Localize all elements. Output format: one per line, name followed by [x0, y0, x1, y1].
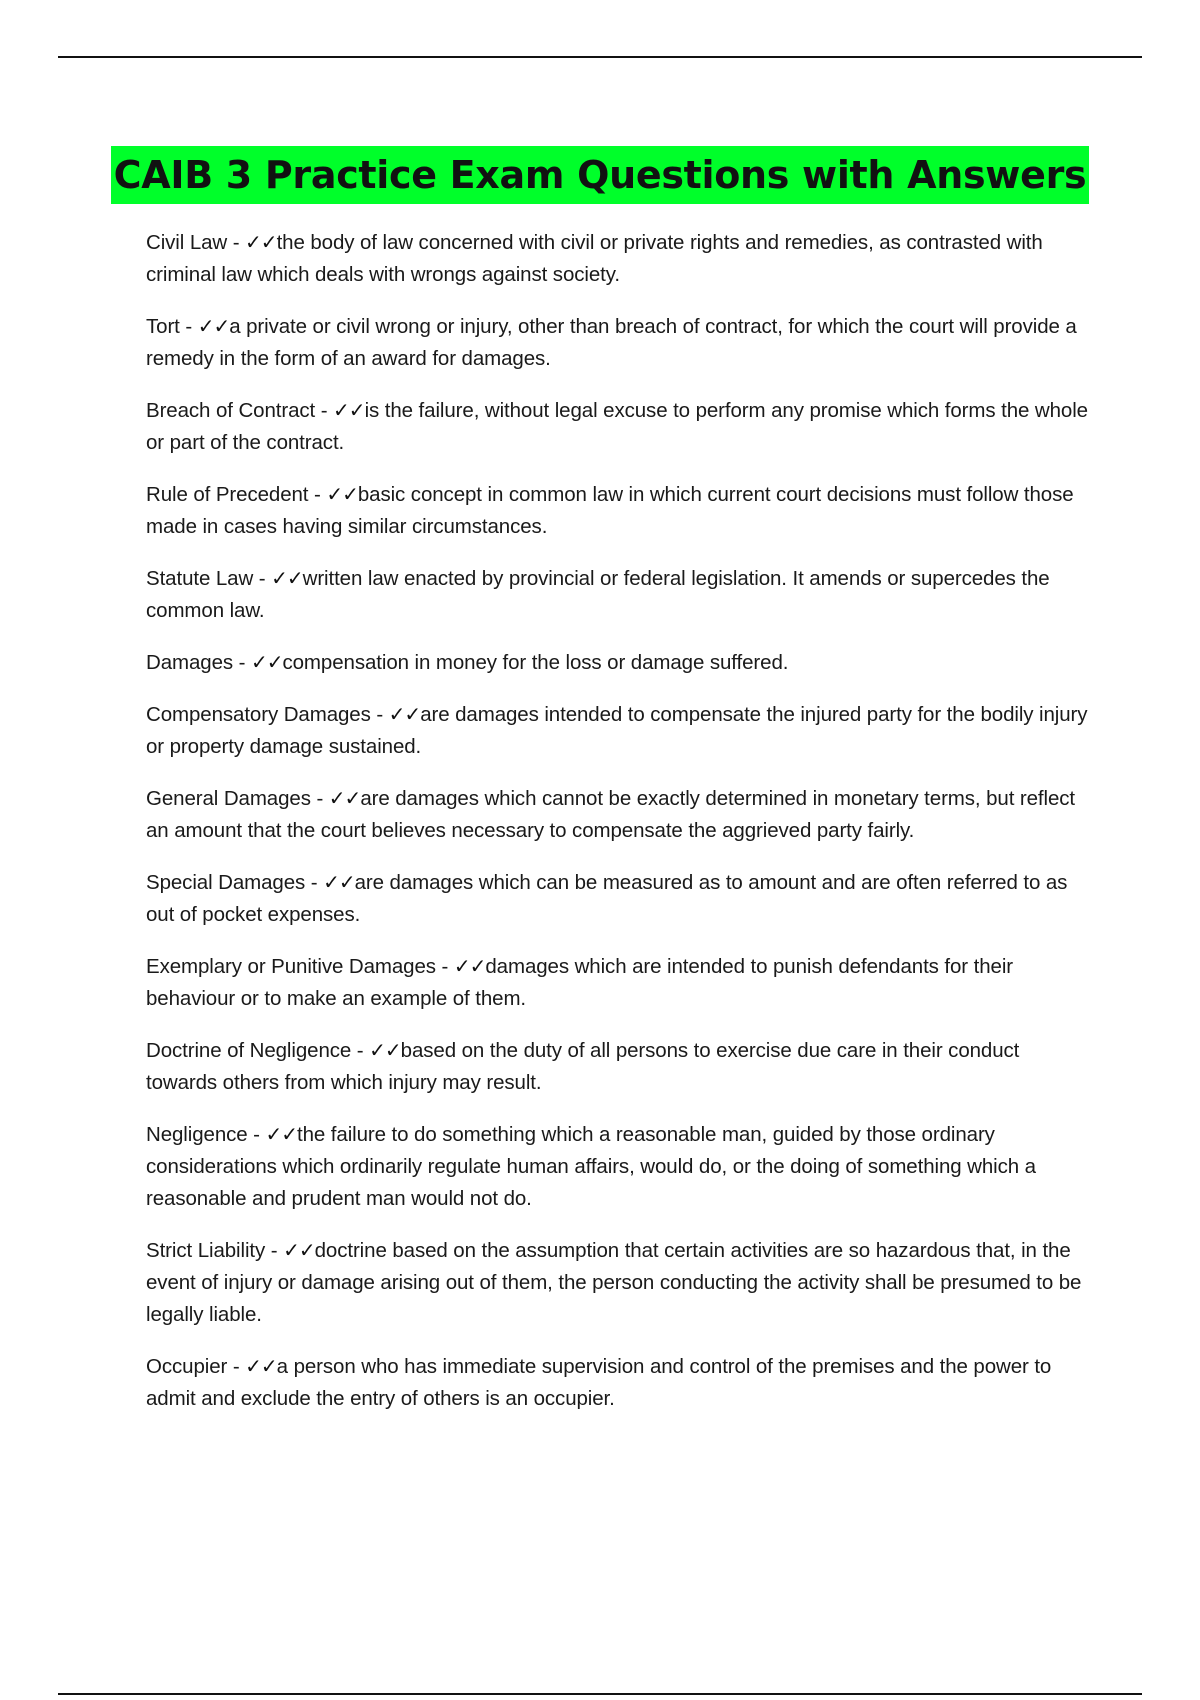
entry-term: Doctrine of Negligence: [146, 1039, 352, 1062]
entry-definition: written law enacted by provincial or federal legislation. It amends or supercedes the common law.: [146, 567, 1050, 622]
entry-separator: -: [351, 1039, 370, 1062]
entry-exemplary-punitive-damages: [146, 950, 1094, 1015]
double-check-icon: ✓✓: [197, 314, 230, 338]
entry-compensatory-damages: [146, 698, 1094, 763]
entry-tort: [146, 310, 1094, 375]
double-check-icon: ✓✓: [271, 566, 303, 590]
double-check-icon: ✓✓: [323, 870, 355, 894]
entry-general-damages: [146, 782, 1094, 847]
page-title: CAIB 3 Practice Exam Questions with Answers: [111, 146, 1090, 204]
entry-civil-law: [146, 226, 1094, 291]
entry-separator: -: [253, 567, 272, 590]
entry-definition: the body of law concerned with civil or private rights and remedies, as contrasted with criminal law which deals with wrongs against society.: [146, 231, 1043, 286]
entry-definition: are damages which cannot be exactly determined in monetary terms, but reflect an amount that the court believes necessary to compensate the aggrieved party fairly.: [146, 787, 1076, 842]
entry-term: Negligence: [146, 1123, 248, 1146]
entry-strict-liability: [146, 1234, 1094, 1331]
entry-definition: doctrine based on the assumption that certain activities are so hazardous that, in the event of injury or damage arising out of them, the person conducting the activity shall be presumed to be legally liable.: [146, 1239, 1082, 1326]
entry-separator: -: [179, 315, 198, 338]
title-container: [0, 146, 1200, 204]
entries-list: [146, 226, 1094, 1434]
entry-rule-of-precedent: [146, 478, 1094, 543]
entry-term: Exemplary or Punitive Damages: [146, 955, 436, 978]
entry-term: Compensatory Damages: [146, 703, 371, 726]
entry-term: Damages: [146, 651, 234, 674]
entry-term: Special Damages: [146, 871, 306, 894]
entry-separator: -: [233, 651, 251, 674]
double-check-icon: ✓✓: [388, 702, 421, 726]
entry-doctrine-of-negligence: [146, 1034, 1094, 1099]
double-check-icon: ✓✓: [265, 1122, 298, 1146]
entry-separator: -: [308, 483, 327, 506]
entry-term: Rule of Precedent: [146, 483, 309, 506]
entry-separator: -: [315, 399, 334, 422]
entry-separator: -: [435, 955, 454, 978]
entry-separator: -: [227, 231, 246, 254]
entry-term: Tort: [146, 315, 180, 338]
entry-definition: are damages intended to compensate the injured party for the bodily injury or property damage sustained.: [146, 703, 1088, 758]
entry-occupier: [146, 1350, 1094, 1415]
entry-definition: the failure to do something which a reasonable man, guided by those ordinary considerations which ordinarily regulate human affairs, would do, or the doing of something which a reasonable and prudent man would not do.: [146, 1123, 1036, 1210]
entry-term: Breach of Contract: [146, 399, 316, 422]
entry-separator: -: [310, 787, 329, 810]
entry-definition: a person who has immediate supervision and control of the premises and the power to admit and exclude the entry of others is an occupier.: [146, 1355, 1052, 1410]
entry-term: General Damages: [146, 787, 311, 810]
entry-separator: -: [305, 871, 324, 894]
entry-separator: -: [227, 1355, 246, 1378]
entry-statute-law: [146, 562, 1094, 627]
entry-term: Occupier: [146, 1355, 228, 1378]
top-divider: [58, 56, 1142, 58]
entry-definition: a private or civil wrong or injury, other than breach of contract, for which the court will provide a remedy in the form of an award for damages.: [146, 315, 1077, 370]
entry-damages: [146, 646, 1094, 679]
double-check-icon: ✓✓: [250, 650, 283, 674]
entry-definition: is the failure, without legal excuse to perform any promise which forms the whole or part of the contract.: [146, 399, 1088, 454]
double-check-icon: ✓✓: [245, 1354, 277, 1378]
double-check-icon: ✓✓: [453, 954, 486, 978]
double-check-icon: ✓✓: [369, 1038, 401, 1062]
double-check-icon: ✓✓: [333, 398, 365, 422]
entry-term: Statute Law: [146, 567, 254, 590]
entry-separator: -: [247, 1123, 266, 1146]
entry-separator: -: [265, 1239, 284, 1262]
entry-negligence: [146, 1118, 1094, 1215]
entry-term: Strict Liability: [146, 1239, 266, 1262]
entry-definition: basic concept in common law in which current court decisions must follow those made in cases having similar circumstances.: [146, 483, 1074, 538]
bottom-divider: [58, 1693, 1142, 1695]
entry-definition: compensation in money for the loss or damage suffered.: [282, 651, 789, 674]
entry-breach-of-contract: [146, 394, 1094, 459]
entry-special-damages: [146, 866, 1094, 931]
double-check-icon: ✓✓: [245, 230, 277, 254]
entry-term: Civil Law: [146, 231, 228, 254]
double-check-icon: ✓✓: [283, 1238, 315, 1262]
double-check-icon: ✓✓: [328, 786, 361, 810]
double-check-icon: ✓✓: [326, 482, 358, 506]
entry-definition: are damages which can be measured as to amount and are often referred to as out of pocket expenses.: [146, 871, 1068, 926]
entry-definition: based on the duty of all persons to exercise due care in their conduct towards others from which injury may result.: [146, 1039, 1020, 1094]
entry-separator: -: [370, 703, 389, 726]
entry-definition: damages which are intended to punish defendants for their behaviour or to make an example of them.: [146, 955, 1014, 1010]
